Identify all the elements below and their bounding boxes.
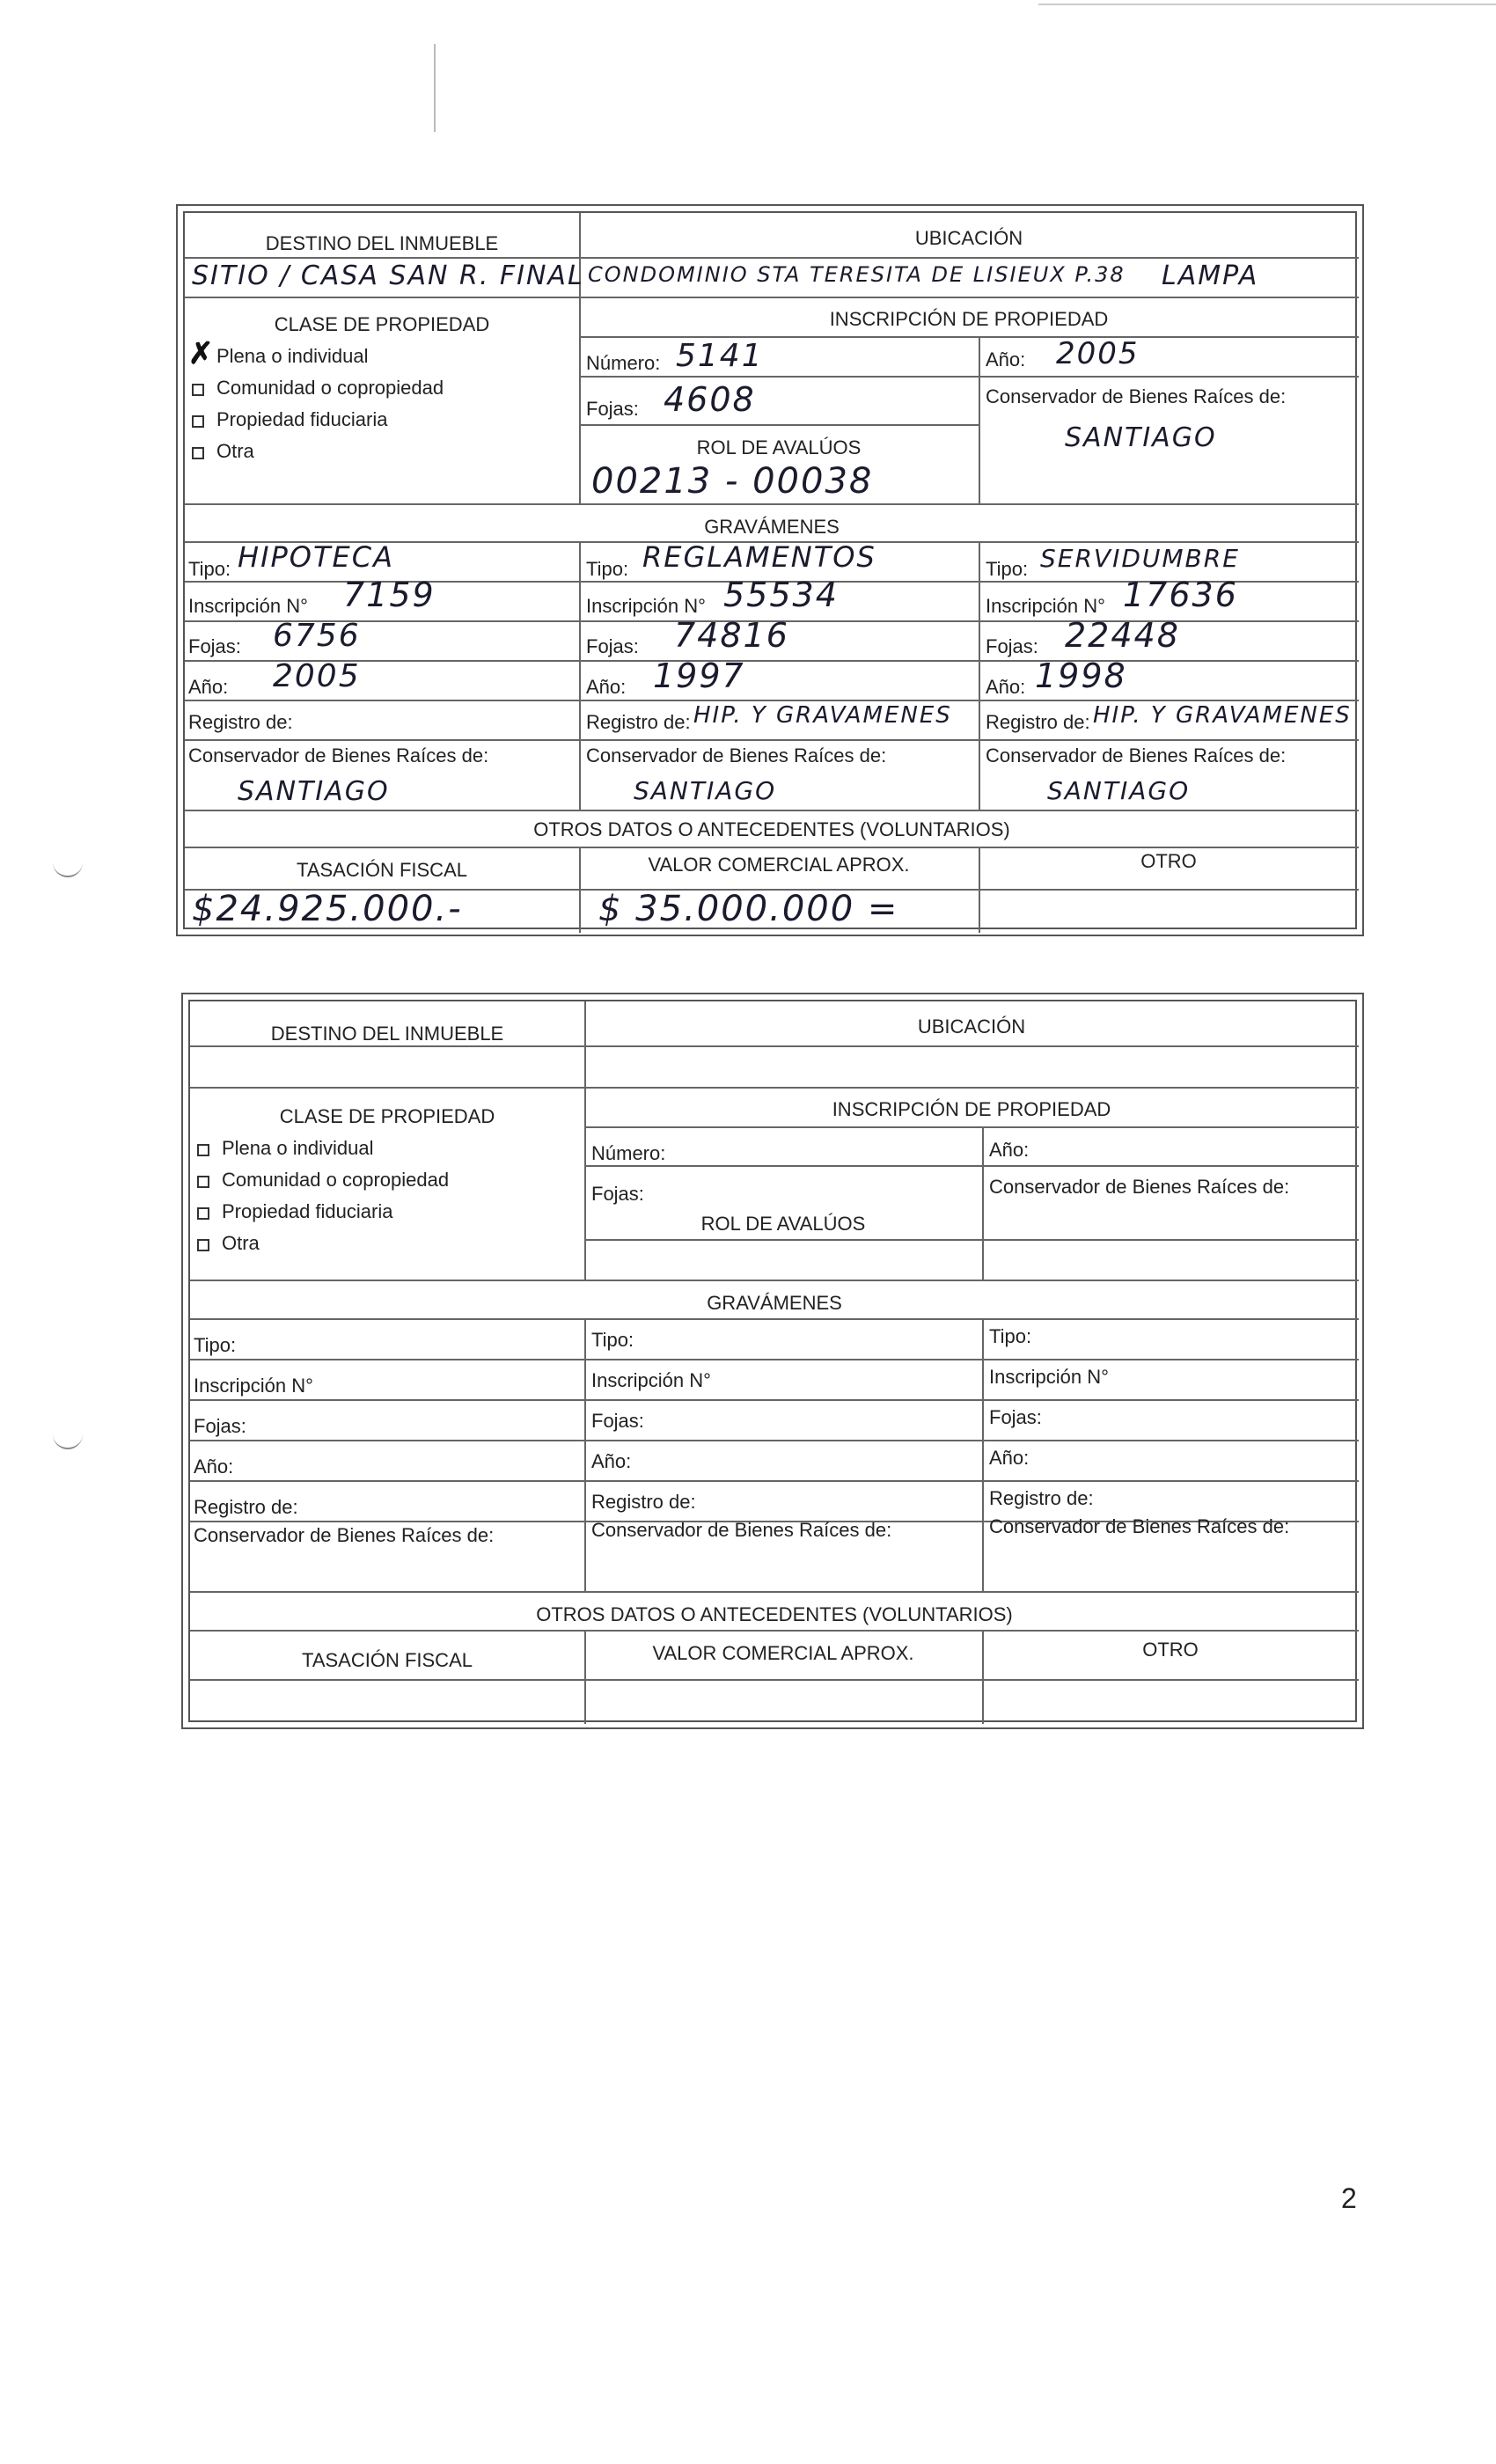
page-number: 2 — [1341, 2182, 1357, 2214]
anio-label-blank: Año: — [989, 1139, 1030, 1161]
numero-label: Número: — [586, 352, 661, 374]
g2-tipo-label: Tipo: — [586, 558, 629, 580]
g1-tipo-label: Tipo: — [188, 558, 231, 580]
g2-registro-value: HIP. Y GRAVAMENES — [693, 702, 952, 729]
clase-heading-blank: CLASE DE PROPIEDAD — [279, 1105, 495, 1127]
g3-fojas-label: Fojas: — [986, 635, 1038, 657]
g3-inscripcion-label-blank: Inscripción N° — [989, 1366, 1109, 1388]
checkbox-comunidad-blank[interactable] — [197, 1176, 209, 1188]
valor-heading: VALOR COMERCIAL APROX. — [648, 854, 910, 876]
g2-inscripcion-label: Inscripción N° — [586, 595, 706, 617]
tasacion-heading-blank: TASACIÓN FISCAL — [302, 1649, 473, 1671]
g1-anio-value: 2005 — [273, 658, 361, 694]
numero-value: 5141 — [676, 338, 764, 374]
g2-conservador-label: Conservador de Bienes Raíces de: — [586, 744, 887, 766]
fojas-value: 4608 — [664, 380, 756, 419]
numero-label-blank: Número: — [591, 1142, 666, 1164]
g2-conservador-value: SANTIAGO — [634, 776, 777, 805]
tasacion-value: $24.925.000.- — [192, 889, 463, 929]
g1-fojas-value: 6756 — [273, 618, 361, 654]
scan-line-top — [1038, 4, 1496, 5]
destino-value: SITIO / CASA SAN R. FINAL — [192, 260, 584, 291]
g1-anio-label: Año: — [188, 676, 229, 698]
rol-label-blank: ROL DE AVALÚOS — [700, 1213, 866, 1235]
g1-conservador-value: SANTIAGO — [238, 776, 390, 807]
g3-inscripcion-value: 17636 — [1123, 576, 1238, 614]
gravamenes-heading: GRAVÁMENES — [704, 516, 840, 538]
g2-registro-label: Registro de: — [586, 711, 691, 733]
g1-inscripcion-value: 7159 — [343, 576, 436, 614]
g3-tipo-value: SERVIDUMBRE — [1040, 544, 1240, 573]
checkbox-comunidad[interactable] — [192, 384, 204, 396]
g1-registro-label: Registro de: — [188, 711, 293, 733]
g1-tipo-label-blank: Tipo: — [194, 1334, 237, 1356]
checkbox-plena-blank[interactable] — [197, 1144, 209, 1156]
g1-tipo-value: HIPOTECA — [238, 540, 394, 574]
ubicacion-value: CONDOMINIO STA TERESITA DE LISIEUX P.38 — [588, 262, 1126, 287]
checkbox-otra[interactable] — [192, 447, 204, 459]
conservador-value: SANTIAGO — [1065, 422, 1217, 453]
scan-line — [434, 44, 436, 132]
g3-conservador-label-blank: Conservador de Bienes Raíces de: — [989, 1515, 1290, 1537]
valor-comercial-value: $ 35.000.000 = — [598, 889, 899, 929]
option-plena[interactable]: Plena o individual — [216, 345, 369, 367]
option-plena-blank[interactable]: Plena o individual — [197, 1137, 373, 1160]
g3-registro-value: HIP. Y GRAVAMENES — [1093, 702, 1352, 729]
otros-heading-blank: OTROS DATOS O ANTECEDENTES (VOLUNTARIOS) — [536, 1603, 1013, 1625]
g1-conservador-label-blank: Conservador de Bienes Raíces de: — [194, 1524, 495, 1546]
g3-tipo-label-blank: Tipo: — [989, 1325, 1032, 1347]
g2-anio-label: Año: — [586, 676, 627, 698]
g3-fojas-label-blank: Fojas: — [989, 1406, 1042, 1428]
g2-fojas-value: 74816 — [674, 616, 789, 655]
fojas-label: Fojas: — [586, 398, 639, 420]
g2-anio-value: 1997 — [653, 656, 745, 695]
fojas-label-blank: Fojas: — [591, 1183, 644, 1205]
property-form-blank — [181, 993, 1364, 1729]
g2-conservador-label-blank: Conservador de Bienes Raíces de: — [591, 1519, 892, 1541]
inscripcion-heading: INSCRIPCIÓN DE PROPIEDAD — [829, 308, 1109, 330]
g2-tipo-label-blank: Tipo: — [591, 1329, 634, 1351]
tasacion-heading: TASACIÓN FISCAL — [297, 859, 467, 881]
anio-value: 2005 — [1056, 336, 1140, 371]
g3-anio-value: 1998 — [1035, 656, 1127, 695]
g1-fojas-label: Fojas: — [188, 635, 241, 657]
property-form-filled — [176, 204, 1364, 936]
option-otra-blank[interactable]: Otra — [197, 1232, 260, 1255]
g1-conservador-label: Conservador de Bienes Raíces de: — [188, 744, 489, 766]
punch-hole-mark — [53, 858, 83, 877]
g1-registro-label-blank: Registro de: — [194, 1496, 298, 1518]
anio-label: Año: — [986, 348, 1026, 370]
g3-fojas-value: 22448 — [1065, 616, 1180, 655]
destino-heading: DESTINO DEL INMUEBLE — [265, 232, 499, 254]
ubicacion-heading-blank: UBICACIÓN — [917, 1016, 1026, 1038]
otro-heading: OTRO — [1140, 850, 1197, 872]
checkbox-fiduciaria-blank[interactable] — [197, 1207, 209, 1220]
g2-tipo-value: REGLAMENTOS — [642, 540, 876, 574]
option-fiduciaria[interactable]: Propiedad fiduciaria — [192, 408, 387, 431]
g3-anio-label: Año: — [986, 676, 1026, 698]
g1-anio-label-blank: Año: — [194, 1456, 234, 1478]
g1-fojas-label-blank: Fojas: — [194, 1415, 246, 1437]
conservador-label-blank: Conservador de Bienes Raíces de: — [989, 1176, 1290, 1198]
punch-hole-mark — [53, 1430, 83, 1449]
ubicacion-comuna: LAMPA — [1162, 260, 1259, 291]
g3-anio-label-blank: Año: — [989, 1447, 1030, 1469]
g3-registro-label-blank: Registro de: — [989, 1487, 1094, 1509]
ubicacion-heading: UBICACIÓN — [914, 227, 1023, 249]
gravamenes-heading-blank: GRAVÁMENES — [707, 1292, 842, 1314]
option-otra[interactable]: Otra — [192, 440, 254, 463]
checkbox-fiduciaria[interactable] — [192, 415, 204, 428]
option-fiduciaria-blank[interactable]: Propiedad fiduciaria — [197, 1200, 392, 1223]
destino-heading-blank: DESTINO DEL INMUEBLE — [270, 1023, 504, 1045]
g2-inscripcion-label-blank: Inscripción N° — [591, 1369, 711, 1391]
valor-heading-blank: VALOR COMERCIAL APROX. — [652, 1642, 914, 1664]
inscripcion-heading-blank: INSCRIPCIÓN DE PROPIEDAD — [832, 1098, 1111, 1120]
g2-fojas-label-blank: Fojas: — [591, 1410, 644, 1432]
g2-anio-label-blank: Año: — [591, 1450, 632, 1472]
otro-heading-blank: OTRO — [1142, 1639, 1199, 1661]
g3-conservador-label: Conservador de Bienes Raíces de: — [986, 744, 1287, 766]
otros-heading: OTROS DATOS O ANTECEDENTES (VOLUNTARIOS) — [533, 818, 1010, 840]
g2-inscripcion-value: 55534 — [723, 576, 839, 614]
checkbox-otra-blank[interactable] — [197, 1239, 209, 1251]
clase-heading: CLASE DE PROPIEDAD — [274, 313, 490, 335]
g3-tipo-label: Tipo: — [986, 558, 1029, 580]
checkbox-plena-checked-mark: ✗ — [188, 337, 214, 370]
g3-registro-label: Registro de: — [986, 711, 1090, 733]
rol-value: 00213 - 00038 — [591, 461, 874, 502]
g3-conservador-value: SANTIAGO — [1047, 776, 1191, 805]
g2-fojas-label: Fojas: — [586, 635, 639, 657]
g3-inscripcion-label: Inscripción N° — [986, 595, 1105, 617]
conservador-label: Conservador de Bienes Raíces de: — [986, 385, 1287, 407]
g1-inscripcion-label: Inscripción N° — [188, 595, 308, 617]
g2-registro-label-blank: Registro de: — [591, 1491, 696, 1513]
option-comunidad-blank[interactable]: Comunidad o copropiedad — [197, 1169, 449, 1192]
option-comunidad[interactable]: Comunidad o copropiedad — [192, 377, 444, 400]
rol-label: ROL DE AVALÚOS — [696, 436, 862, 458]
g1-inscripcion-label-blank: Inscripción N° — [194, 1375, 313, 1397]
